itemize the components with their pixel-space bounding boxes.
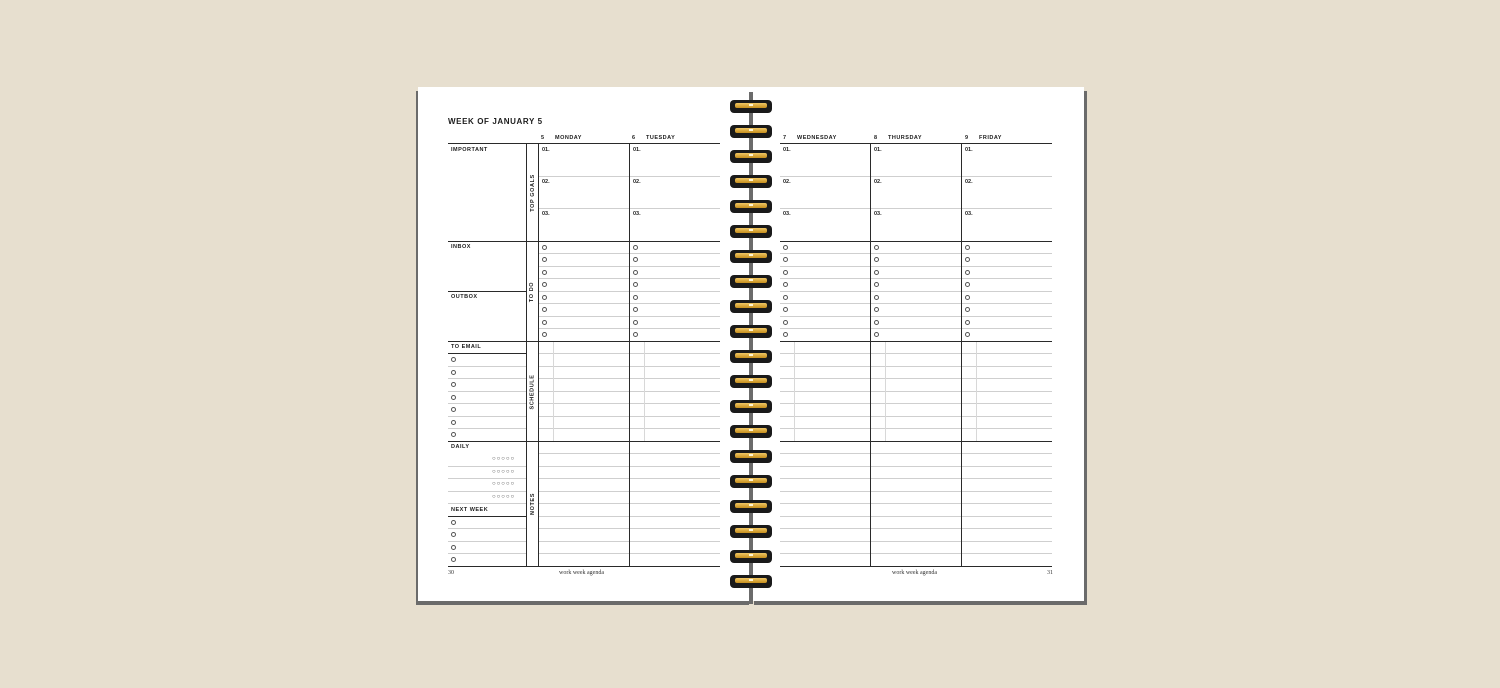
goal-number: 01. [633, 147, 641, 153]
goal-number: 02. [783, 179, 791, 185]
daily-habit-dots[interactable]: ○○○○○ [492, 494, 516, 500]
spiral-ring [730, 150, 772, 163]
email-row-line [448, 428, 526, 429]
daily-label: DAILY [451, 444, 470, 450]
checkbox[interactable] [874, 307, 879, 312]
notes-row-line [780, 553, 1052, 554]
day-header-friday: 9 FRIDAY [965, 135, 1002, 141]
grid-line [448, 291, 526, 292]
outbox-label: OUTBOX [451, 294, 478, 300]
checkbox[interactable] [965, 307, 970, 312]
daily-row-line [448, 478, 526, 479]
checkbox[interactable] [542, 332, 547, 337]
schedule-row-line [780, 378, 1052, 379]
footer-title: work week agenda [559, 570, 604, 576]
checkbox[interactable] [874, 270, 879, 275]
schedule-row-line [780, 428, 1052, 429]
to-email-label: TO EMAIL [451, 344, 482, 350]
inbox-label: INBOX [451, 244, 471, 250]
checkbox[interactable] [783, 257, 788, 262]
spiral-ring [730, 350, 772, 363]
grid-line-bottom [448, 566, 720, 567]
todo-row-line [780, 278, 1052, 279]
column-divider [538, 143, 539, 567]
notes-row-line [780, 478, 1052, 479]
notes-row-line [780, 503, 1052, 504]
grid-line [448, 441, 720, 442]
checkbox[interactable] [633, 332, 638, 337]
next-week-row-line [448, 528, 526, 529]
checkbox[interactable] [783, 270, 788, 275]
checkbox[interactable] [633, 257, 638, 262]
checkbox[interactable] [783, 320, 788, 325]
checkbox[interactable] [451, 407, 456, 412]
checkbox[interactable] [874, 320, 879, 325]
checkbox[interactable] [542, 282, 547, 287]
next-week-row-line [448, 553, 526, 554]
grid-line [780, 441, 1052, 442]
grid-line [448, 241, 720, 242]
goal-number: 03. [965, 211, 973, 217]
left-page [418, 87, 751, 601]
spiral-ring [730, 125, 772, 138]
checkbox[interactable] [451, 395, 456, 400]
goal-number: 02. [874, 179, 882, 185]
schedule-row-line [780, 366, 1052, 367]
goal-number: 02. [965, 179, 973, 185]
notes-row-line [780, 516, 1052, 517]
grid-line [780, 241, 1052, 242]
spiral-ring [730, 100, 772, 113]
notes-label: NOTES [529, 493, 536, 515]
checkbox[interactable] [451, 520, 456, 525]
checkbox[interactable] [451, 432, 456, 437]
checkbox[interactable] [965, 295, 970, 300]
day-header-thursday: 8 THURSDAY [874, 135, 923, 141]
goal-number: 02. [542, 179, 550, 185]
week-title: WEEK OF JANUARY 5 [448, 117, 543, 126]
checkbox[interactable] [965, 270, 970, 275]
todo-row-line [780, 253, 1052, 254]
todo-row-line [780, 303, 1052, 304]
next-week-row-line [448, 541, 526, 542]
spiral-ring [730, 525, 772, 538]
spiral-ring [730, 375, 772, 388]
daily-row-line [448, 491, 526, 492]
email-row-line [448, 416, 526, 417]
checkbox[interactable] [965, 282, 970, 287]
notes-row-line [780, 541, 1052, 542]
notes-row-line [780, 491, 1052, 492]
page-number: 30 [448, 570, 454, 576]
column-divider [961, 143, 962, 567]
checkbox[interactable] [633, 307, 638, 312]
goal-number: 02. [633, 179, 641, 185]
checkbox[interactable] [783, 245, 788, 250]
checkbox[interactable] [451, 370, 456, 375]
checkbox[interactable] [451, 382, 456, 387]
checkbox[interactable] [633, 320, 638, 325]
spiral-ring [730, 400, 772, 413]
goal-number: 01. [783, 147, 791, 153]
daily-habit-dots[interactable]: ○○○○○ [492, 481, 516, 487]
day-header-monday: 5 MONDAY [541, 135, 582, 141]
daily-habit-dots[interactable]: ○○○○○ [492, 469, 516, 475]
important-label: IMPORTANT [451, 147, 488, 153]
daily-habit-dots[interactable]: ○○○○○ [492, 456, 516, 462]
checkbox[interactable] [783, 295, 788, 300]
checkbox[interactable] [542, 270, 547, 275]
checkbox[interactable] [965, 332, 970, 337]
checkbox[interactable] [542, 320, 547, 325]
checkbox[interactable] [633, 295, 638, 300]
schedule-time-divider [794, 342, 795, 441]
top-goals-label: TOP GOALS [529, 173, 536, 212]
grid-line [448, 353, 526, 354]
checkbox[interactable] [451, 357, 456, 362]
checkbox[interactable] [783, 282, 788, 287]
schedule-label: SCHEDULE [529, 373, 536, 410]
checkbox[interactable] [965, 257, 970, 262]
spiral-ring [730, 300, 772, 313]
goal-divider [780, 208, 1052, 209]
spiral-ring [730, 275, 772, 288]
schedule-row-line [780, 391, 1052, 392]
grid-line-top [448, 143, 720, 144]
notes-row-line [780, 528, 1052, 529]
schedule-time-divider [976, 342, 977, 441]
notes-row-line [780, 466, 1052, 467]
todo-row-line [780, 291, 1052, 292]
spiral-ring [730, 475, 772, 488]
spiral-ring [730, 500, 772, 513]
spiral-ring [730, 225, 772, 238]
grid-line-top [780, 143, 1052, 144]
goal-number: 01. [874, 147, 882, 153]
email-row-line [448, 378, 526, 379]
day-header-tuesday: 6 TUESDAY [632, 135, 676, 141]
footer-title: work week agenda [892, 570, 937, 576]
schedule-row-line [780, 403, 1052, 404]
checkbox[interactable] [451, 420, 456, 425]
checkbox[interactable] [874, 257, 879, 262]
todo-row-line [780, 316, 1052, 317]
checkbox[interactable] [783, 332, 788, 337]
spiral-ring [730, 425, 772, 438]
checkbox[interactable] [542, 307, 547, 312]
schedule-row-line [780, 416, 1052, 417]
checkbox[interactable] [542, 245, 547, 250]
daily-row-line [448, 466, 526, 467]
checkbox[interactable] [633, 270, 638, 275]
email-row-line [448, 403, 526, 404]
checkbox[interactable] [783, 307, 788, 312]
next-week-label: NEXT WEEK [451, 507, 489, 513]
schedule-row-line [780, 353, 1052, 354]
todo-row-line [780, 266, 1052, 267]
checkbox[interactable] [965, 320, 970, 325]
schedule-time-divider [553, 342, 554, 441]
schedule-time-divider [644, 342, 645, 441]
goal-divider [780, 176, 1052, 177]
checkbox[interactable] [874, 295, 879, 300]
spiral-ring [730, 575, 772, 588]
grid-line [780, 341, 1052, 342]
daily-row-line [448, 503, 526, 504]
spiral-ring [730, 175, 772, 188]
spiral-ring [730, 250, 772, 263]
todo-row-line [780, 328, 1052, 329]
grid-line-bottom [780, 566, 1052, 567]
checkbox[interactable] [965, 245, 970, 250]
spiral-ring [730, 325, 772, 338]
checkbox[interactable] [874, 332, 879, 337]
schedule-time-divider [885, 342, 886, 441]
checkbox[interactable] [542, 295, 547, 300]
column-divider [629, 143, 630, 567]
spiral-ring [730, 450, 772, 463]
checkbox[interactable] [874, 245, 879, 250]
to-do-label: TO DO [529, 281, 536, 302]
goal-number: 03. [633, 211, 641, 217]
goal-number: 03. [874, 211, 882, 217]
checkbox[interactable] [633, 282, 638, 287]
day-header-wednesday: 7 WEDNESDAY [783, 135, 837, 141]
goal-number: 01. [965, 147, 973, 153]
email-row-line [448, 391, 526, 392]
page-number: 31 [1047, 570, 1053, 576]
grid-line [448, 341, 720, 342]
email-row-line [448, 366, 526, 367]
spiral-ring [730, 200, 772, 213]
column-divider [870, 143, 871, 567]
grid-line [448, 516, 526, 517]
checkbox[interactable] [874, 282, 879, 287]
checkbox[interactable] [451, 557, 456, 562]
checkbox[interactable] [542, 257, 547, 262]
goal-number: 03. [542, 211, 550, 217]
spiral-ring [730, 550, 772, 563]
checkbox[interactable] [633, 245, 638, 250]
goal-number: 01. [542, 147, 550, 153]
goal-number: 03. [783, 211, 791, 217]
right-page [751, 87, 1084, 601]
checkbox[interactable] [451, 545, 456, 550]
checkbox[interactable] [451, 532, 456, 537]
notes-row-line [780, 453, 1052, 454]
